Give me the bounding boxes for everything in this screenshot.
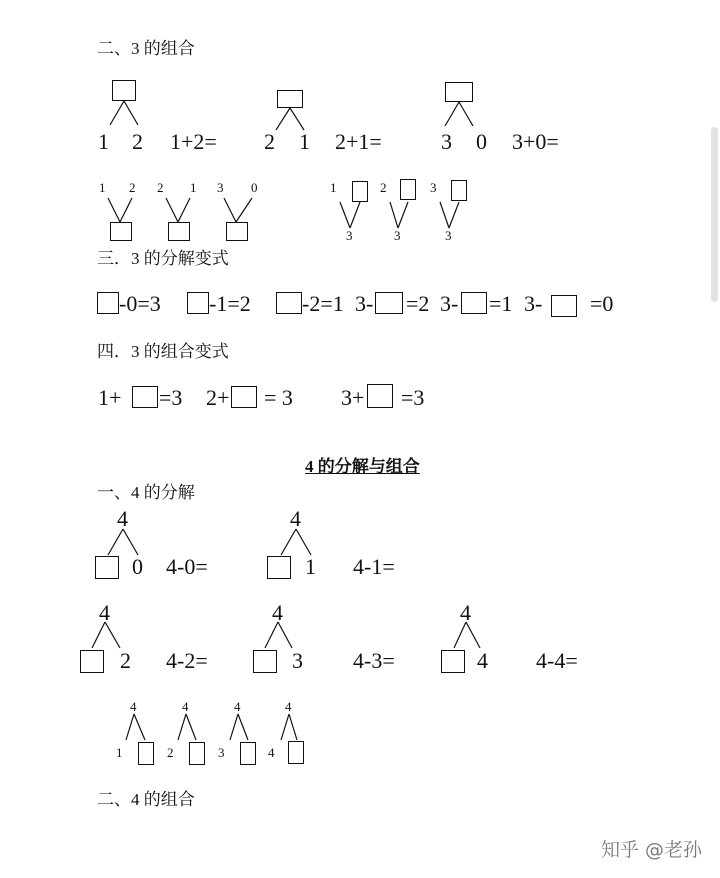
tree-right-number: 0 — [132, 554, 143, 579]
small-number: 4 — [234, 699, 241, 714]
answer-box[interactable] — [352, 181, 368, 202]
equation: 1+2= — [170, 129, 217, 154]
section-combine4-heading: 二、4 的组合 — [97, 790, 195, 809]
page-title: 4 的分解与组合 — [305, 457, 420, 476]
equation-part: 3- — [524, 291, 543, 316]
answer-box[interactable] — [168, 222, 190, 241]
tree-top-number: 4 — [272, 600, 283, 625]
small-number: 4 — [285, 699, 292, 714]
equation: 4-4= — [536, 648, 578, 673]
equation-part: =0 — [590, 291, 614, 316]
addend: 2 — [264, 129, 275, 154]
small-number: 3 — [217, 180, 224, 195]
tree-top-number: 4 — [460, 600, 471, 625]
equation: 4-2= — [166, 648, 208, 673]
tree-right-number: 1 — [305, 554, 316, 579]
tree-right-number: 2 — [120, 648, 131, 673]
equation-part: = 3 — [264, 385, 293, 410]
equation: 2+1= — [335, 129, 382, 154]
answer-box[interactable] — [400, 179, 416, 200]
answer-box[interactable] — [132, 386, 158, 408]
equation-part: -1=2 — [209, 291, 251, 316]
small-number: 1 — [99, 180, 106, 195]
section-decompose4-heading: 一、4 的分解 — [97, 483, 195, 502]
equation-part: =3 — [159, 385, 183, 410]
small-number: 4 — [182, 699, 189, 714]
small-number: 3 — [346, 228, 353, 243]
addend: 2 — [132, 129, 143, 154]
small-number: 2 — [380, 180, 387, 195]
answer-box[interactable] — [95, 556, 119, 579]
answer-box[interactable] — [551, 295, 577, 317]
tree-top-number: 4 — [117, 506, 128, 531]
answer-box[interactable] — [367, 384, 393, 408]
answer-box[interactable] — [441, 650, 465, 673]
small-number: 2 — [129, 180, 136, 195]
small-number: 0 — [251, 180, 258, 195]
small-number: 4 — [268, 745, 275, 760]
equation-part: 3+ — [341, 385, 365, 410]
answer-box[interactable] — [445, 82, 473, 102]
tree-right-number: 3 — [292, 648, 303, 673]
equation-part: =1 — [489, 291, 513, 316]
answer-box[interactable] — [451, 180, 467, 201]
equation: 3+0= — [512, 129, 559, 154]
equation-part: 2+ — [206, 385, 230, 410]
small-number: 3 — [430, 180, 437, 195]
answer-box[interactable] — [267, 556, 291, 579]
section-combine3-heading: 二、3 的组合 — [97, 39, 195, 58]
answer-box[interactable] — [138, 742, 154, 765]
addend: 1 — [299, 129, 310, 154]
equation: 4-0= — [166, 554, 208, 579]
equation-part: 1+ — [98, 385, 122, 410]
answer-box[interactable] — [240, 742, 256, 765]
small-number: 3 — [445, 228, 452, 243]
answer-box[interactable] — [189, 742, 205, 765]
equation-part: =3 — [401, 385, 425, 410]
answer-box[interactable] — [97, 292, 119, 314]
answer-box[interactable] — [375, 292, 403, 314]
equation-part: =2 — [406, 291, 430, 316]
section-combine-variant-heading: 四．3 的组合变式 — [97, 342, 229, 361]
answer-box[interactable] — [80, 650, 104, 673]
tree-right-number: 4 — [477, 648, 488, 673]
equation-part: -2=1 — [302, 291, 344, 316]
tree-top-number: 4 — [290, 506, 301, 531]
small-number: 1 — [330, 180, 337, 195]
small-number: 2 — [157, 180, 164, 195]
section-decompose-variant-heading: 三．3 的分解变式 — [97, 249, 229, 268]
answer-box[interactable] — [226, 222, 248, 241]
addend: 3 — [441, 129, 452, 154]
answer-box[interactable] — [110, 222, 132, 241]
small-number: 4 — [130, 699, 137, 714]
answer-box[interactable] — [253, 650, 277, 673]
answer-box[interactable] — [187, 292, 209, 314]
small-number: 3 — [394, 228, 401, 243]
equation: 4-1= — [353, 554, 395, 579]
equation-part: 3- — [440, 291, 459, 316]
small-number: 1 — [116, 745, 123, 760]
tree-top-number: 4 — [99, 600, 110, 625]
answer-box[interactable] — [277, 90, 303, 108]
answer-box[interactable] — [288, 741, 304, 764]
small-number: 3 — [218, 745, 225, 760]
equation-part: 3- — [355, 291, 374, 316]
answer-box[interactable] — [112, 80, 136, 101]
small-number: 1 — [190, 180, 197, 195]
small-number: 2 — [167, 745, 174, 760]
watermark: 知乎 @老孙 — [600, 839, 702, 861]
equation: 4-3= — [353, 648, 395, 673]
equation-part: -0=3 — [119, 291, 161, 316]
addend: 1 — [98, 129, 109, 154]
answer-box[interactable] — [231, 386, 257, 408]
addend: 0 — [476, 129, 487, 154]
answer-box[interactable] — [276, 292, 302, 314]
answer-box[interactable] — [461, 292, 487, 314]
